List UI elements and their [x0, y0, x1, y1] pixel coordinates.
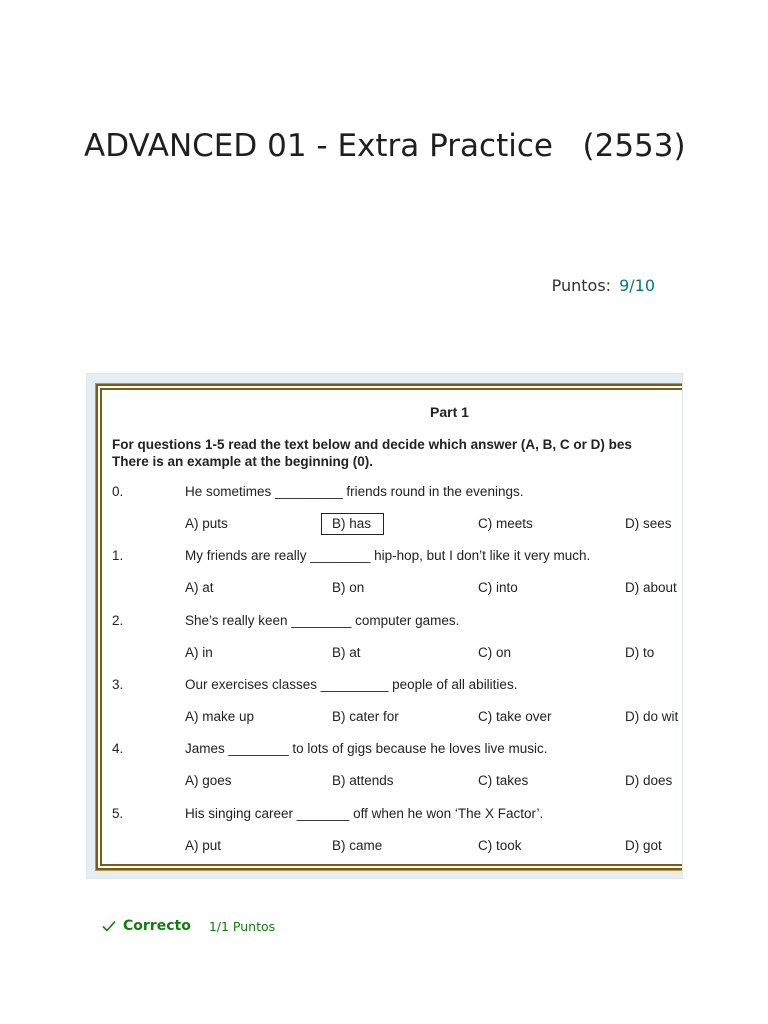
- answer-option: C) meets: [478, 516, 533, 531]
- question-text: Our exercises classes _________ people of all abilities.: [185, 676, 518, 692]
- question-number: 4.: [112, 741, 124, 757]
- question-number: 5.: [112, 805, 124, 821]
- answer-option: A) at: [185, 580, 214, 596]
- answer-option: B) at: [332, 644, 361, 660]
- result-status: Correcto: [123, 918, 191, 934]
- check-icon: [101, 918, 117, 934]
- question-text: She’s really keen ________ computer games.: [185, 612, 460, 628]
- question-number: 1.: [112, 548, 124, 564]
- answer-option: D) do wit: [625, 708, 679, 724]
- answer-option: B) attends: [332, 773, 394, 789]
- answer-option: C) take over: [478, 708, 552, 724]
- answer-option: A) in: [185, 644, 213, 660]
- answer-option: B) cater for: [332, 708, 399, 724]
- question-number: 0.: [112, 484, 124, 499]
- worksheet: [96, 384, 683, 870]
- answer-option: B) has: [321, 513, 384, 535]
- answer-option: B) came: [332, 837, 383, 853]
- answer-option: A) goes: [185, 773, 232, 789]
- answer-option: A) puts: [185, 516, 228, 531]
- question-text: James ________ to lots of gigs because he loves live music.: [185, 741, 548, 757]
- answer-option: D) sees: [625, 516, 672, 531]
- answer-option: C) takes: [478, 773, 529, 789]
- question-text: He sometimes _________ friends round in the evenings.: [185, 484, 524, 499]
- score-value: 9/10: [619, 276, 655, 295]
- instructions-line: There is an example at the beginning (0).: [112, 454, 374, 469]
- score-label: Puntos:: [551, 276, 612, 295]
- answer-option: A) make up: [185, 708, 255, 724]
- answer-option: C) into: [478, 580, 518, 596]
- instructions: [112, 436, 683, 470]
- answer-option: D) got: [625, 837, 662, 853]
- answer-option: A) put: [185, 837, 222, 853]
- result-points: 1/1 Puntos: [208, 918, 276, 934]
- score-summary: [552, 276, 655, 295]
- answer-option: D) does: [625, 773, 673, 789]
- instructions-line: For questions 1-5 read the text below and decide which answer (A, B, C or D) bes: [112, 437, 632, 452]
- question-number: 2.: [112, 612, 124, 628]
- page-title: ADVANCED 01 - Extra Practice (2553): [84, 128, 686, 164]
- question-image: [86, 373, 683, 879]
- question-text: His singing career _______ off when he won ‘The X Factor’.: [185, 805, 544, 821]
- answer-option: D) about: [625, 580, 677, 596]
- question-text: My friends are really ________ hip-hop, but I don’t like it very much.: [185, 548, 591, 564]
- answer-option: D) to: [625, 644, 655, 660]
- question-number: 3.: [112, 676, 124, 692]
- answer-option: C) took: [478, 837, 522, 853]
- answer-option: C) on: [478, 644, 512, 660]
- result-feedback: [101, 918, 275, 934]
- answer-option: B) on: [332, 580, 365, 596]
- part-title: Part 1: [430, 404, 469, 420]
